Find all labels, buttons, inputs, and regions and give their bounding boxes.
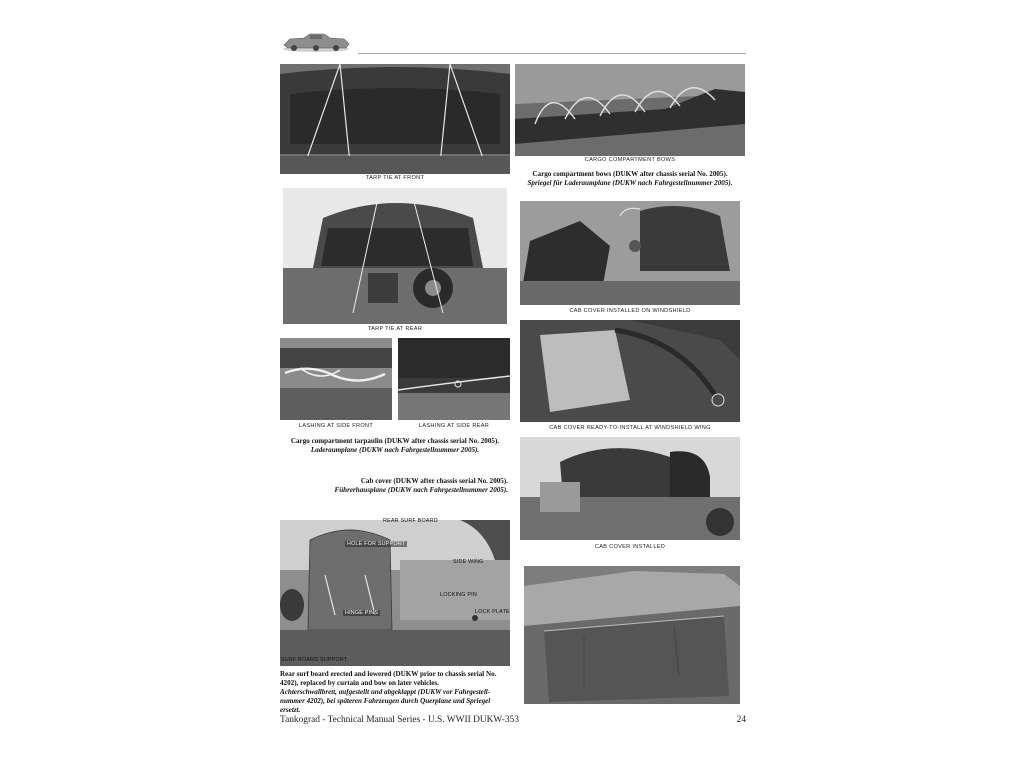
caption-tarpaulin-en: Cargo compartment tarpaulin (DUKW after chassis serial No. 2005). xyxy=(290,437,500,445)
label-locking-pin: LOCKING PIN xyxy=(440,592,477,598)
caption-bows-de: Spriegel für Laderaumplane (DUKW nach Fahrgestellnummer 2005). xyxy=(527,179,733,187)
caption-tarp-tie-rear: TARP TIE AT REAR xyxy=(367,326,423,332)
caption-cab-cover-ready: CAB COVER READY-TO-INSTALL AT WINDSHIELD WING xyxy=(549,425,711,431)
caption-cargo-bows: CARGO COMPARTMENT BOWS xyxy=(584,157,676,163)
caption-cab-cover-installed: CAB COVER INSTALLED xyxy=(594,544,666,550)
caption-block-bows xyxy=(515,170,745,188)
photo-cab-cover-installed xyxy=(520,437,740,540)
caption-surf-board-en-2: 4202), replaced by curtain and bow on later vehicles. xyxy=(280,679,439,687)
label-surf-board-support: SURF BOARD SUPPORT xyxy=(281,657,348,663)
photo-cargo-bows xyxy=(515,64,745,156)
photo-surf-board-lowered xyxy=(524,566,740,704)
label-hinge-pins: HINGE PINS xyxy=(345,610,379,616)
label-rear-surf-board: REAR SURF BOARD xyxy=(383,518,438,524)
header-rule xyxy=(358,53,746,54)
caption-block-tarpaulin xyxy=(280,437,510,455)
photo-cab-cover-ready xyxy=(520,320,740,422)
caption-surf-board-en-1: Rear surf board erected and lowered (DUKW prior to chassis serial No. xyxy=(280,670,497,678)
caption-tarp-tie-front: TARP TIE AT FRONT xyxy=(365,175,425,181)
photo-tarp-tie-front xyxy=(280,64,510,174)
label-side-wing: SIDE WING xyxy=(453,559,484,565)
dukw-vehicle-logo-icon xyxy=(280,28,352,54)
caption-block-cab-cover xyxy=(300,477,508,495)
photo-tarp-tie-rear xyxy=(283,188,507,324)
caption-block-surf-board xyxy=(280,670,512,715)
photo-lashing-side-rear xyxy=(398,338,510,420)
caption-bows-en: Cargo compartment bows (DUKW after chassis serial No. 2005). xyxy=(532,170,728,178)
caption-lashing-side-rear: LASHING AT SIDE REAR xyxy=(418,423,490,429)
caption-cab-cover-de: Führerhausplane (DUKW nach Fahrgestellnummer 2005). xyxy=(334,486,508,494)
caption-tarpaulin-de: Laderaumplane (DUKW nach Fahrgestellnummer 2005). xyxy=(310,446,480,454)
photo-lashing-side-front xyxy=(280,338,392,420)
label-lock-plate: LOCK PLATE xyxy=(475,609,510,615)
label-hole-for-support: HOLE FOR SUPPORT xyxy=(347,541,406,547)
photo-cab-cover-windshield xyxy=(520,201,740,305)
footer-series-title: Tankograd - Technical Manual Series - U.S. WWII DUKW-353 xyxy=(280,715,519,725)
caption-surf-board-de-2: nummer 4202), bei späteren Fahrzeugen durch Querplane und Spriegel ersetzt. xyxy=(280,697,491,714)
page-number: 24 xyxy=(736,715,746,725)
caption-cab-cover-en: Cab cover (DUKW after chassis serial No. 2005). xyxy=(360,477,508,485)
caption-lashing-side-front: LASHING AT SIDE FRONT xyxy=(298,423,374,429)
caption-cab-cover-windshield: CAB COVER INSTALLED ON WINDSHIELD xyxy=(569,308,691,314)
caption-surf-board-de-1: Achterschwallbrett, aufgestellt und abgeklappt (DUKW vor Fahrgestell- xyxy=(280,688,491,696)
